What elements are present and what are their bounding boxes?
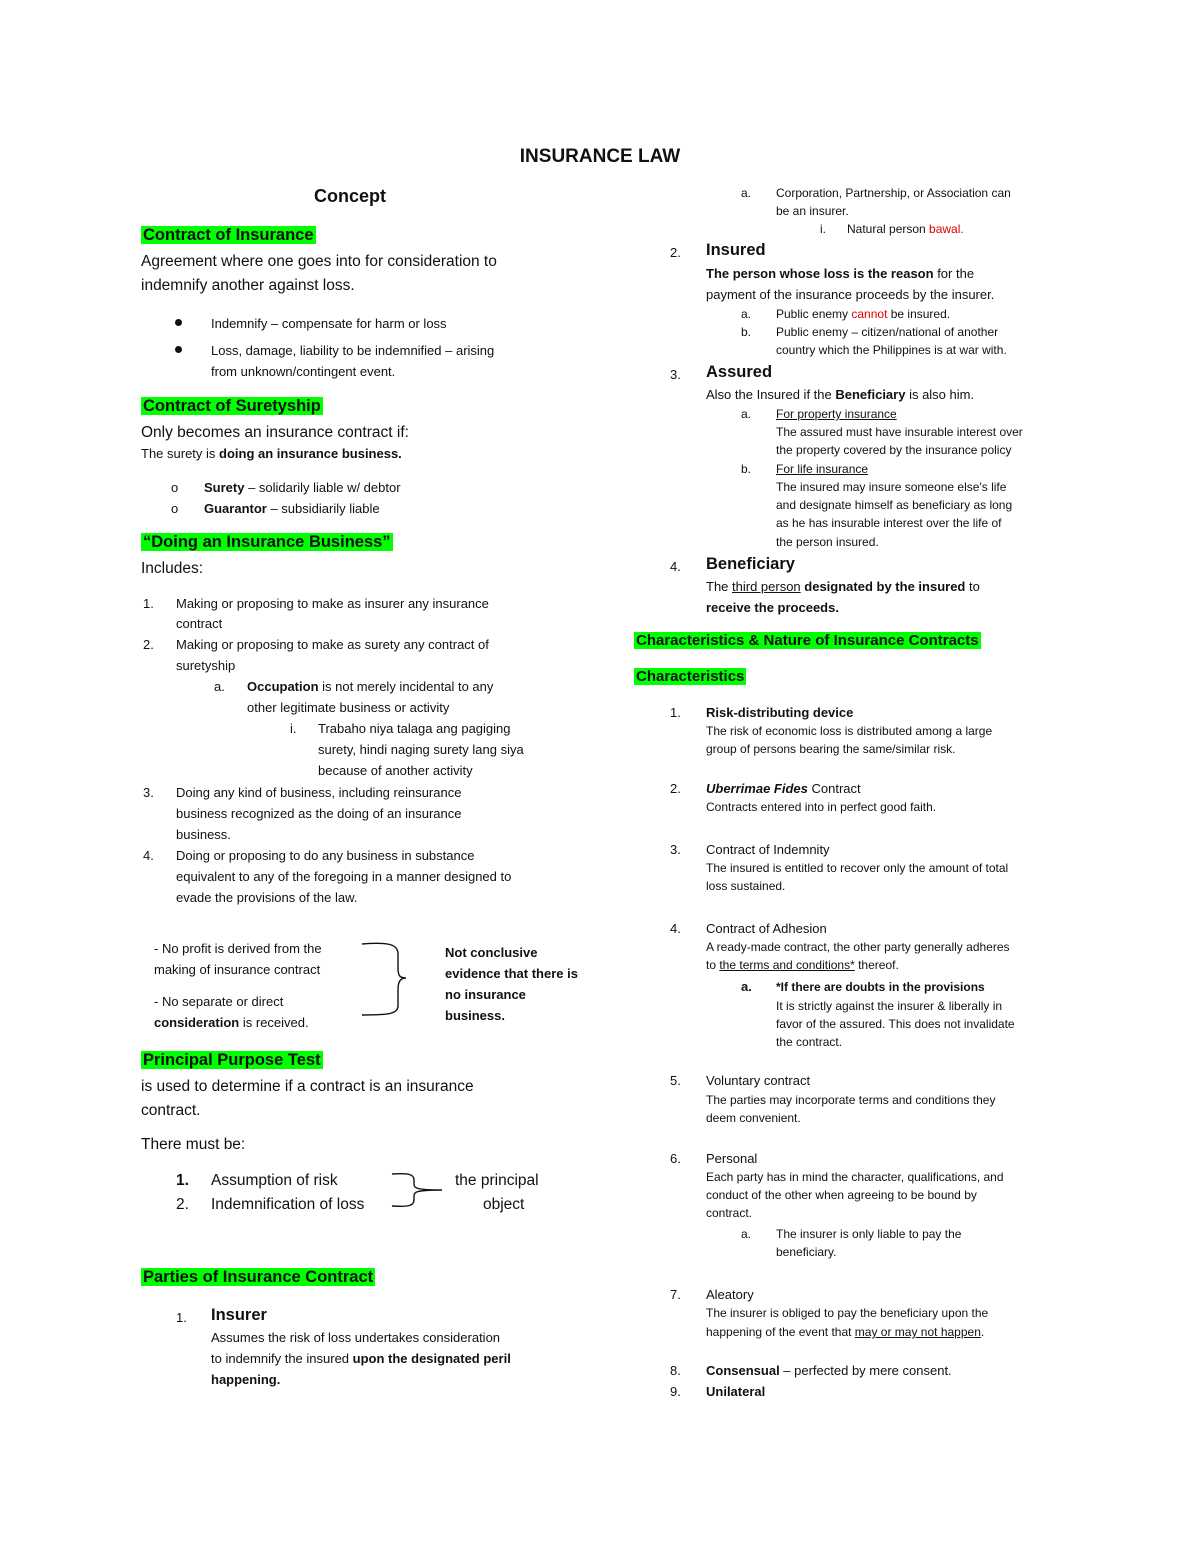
list-letter: a. (741, 1227, 752, 1241)
list-number: 8. (670, 1363, 681, 1378)
list-item-text: equivalent to any of the foregoing in a manner designed to (176, 869, 512, 884)
list-letter: b. (741, 462, 752, 476)
list-number: 4. (143, 848, 154, 863)
bullet-icon (175, 319, 182, 326)
characteristic-title: Contract of Indemnity (706, 842, 830, 857)
list-item-text: Trabaho niya talaga ang pagiging (318, 721, 511, 736)
includes-label: Includes: (141, 560, 204, 577)
characteristic-text: beneficiary. (776, 1245, 837, 1259)
insurer-description: Assumes the risk of loss undertakes consideration (211, 1330, 501, 1345)
list-item-text: Doing or proposing to do any business in substance (176, 848, 475, 863)
characteristic-text: deem convenient. (706, 1111, 801, 1125)
characteristic-text: The insurer is only liable to pay the (776, 1227, 962, 1241)
list-number: 5. (670, 1073, 681, 1088)
no-consideration-note: - No separate or direct (154, 994, 284, 1009)
list-item-text: suretyship (176, 658, 236, 673)
characteristic-text: A ready-made contract, the other party generally adheres (706, 940, 1010, 954)
characteristic-text: The parties may incorporate terms and conditions they (706, 1093, 996, 1107)
characteristic-title: Personal (706, 1151, 758, 1166)
list-item-text: evade the provisions of the law. (176, 890, 358, 905)
characteristic-text: favor of the assured. This does not invalidate (776, 1017, 1015, 1031)
list-number: 1. (176, 1310, 187, 1325)
list-roman: i. (820, 222, 826, 236)
list-item-text: contract (176, 616, 223, 631)
insurer-description: happening. (211, 1372, 281, 1387)
no-profit-note: - No profit is derived from the (154, 941, 322, 956)
suretyship-condition: Only becomes an insurance contract if: (141, 424, 409, 441)
list-number: 1. (670, 705, 681, 720)
characteristic-title: Risk-distributing device (706, 705, 854, 720)
not-conclusive-text: no insurance (445, 987, 526, 1002)
list-roman: i. (290, 721, 297, 736)
characteristic-text: the contract. (776, 1035, 843, 1049)
list-number: 2. (670, 781, 681, 796)
beneficiary-definition: The third person designated by the insured to (706, 579, 980, 594)
principal-object-text: the principal (455, 1172, 539, 1189)
list-number: 4. (670, 921, 681, 936)
principal-purpose-text: is used to determine if a contract is an insurance (141, 1078, 474, 1095)
list-item-text: surety, hindi naging surety lang siya (318, 742, 524, 757)
assured-definition: Also the Insured if the Beneficiary is also him. (706, 387, 975, 402)
characteristic-title: Voluntary contract (706, 1073, 811, 1088)
insurer-description: to indemnify the insured upon the designated peril (211, 1351, 511, 1366)
no-profit-note: making of insurance contract (154, 962, 321, 977)
life-insurance-text: and designate himself as beneficiary as long (776, 498, 1013, 512)
list-number: 3. (143, 785, 154, 800)
indemnification-of-loss: Indemnification of loss (211, 1196, 365, 1213)
section-heading-characteristics-nature: Characteristics & Nature of Insurance Contracts (636, 632, 979, 649)
list-letter: a. (214, 679, 225, 694)
characteristic-text: loss sustained. (706, 879, 786, 893)
there-must-be-label: There must be: (141, 1136, 246, 1153)
characteristic-title: Unilateral (706, 1384, 766, 1399)
characteristic-text: group of persons bearing the same/similar risk. (706, 742, 956, 756)
list-number: 1. (176, 1172, 189, 1189)
bullet-item: Loss, damage, liability to be indemnified – arising (211, 343, 495, 358)
insured-label: Insured (706, 241, 766, 259)
list-number: 4. (670, 559, 681, 574)
characteristic-title: Contract of Adhesion (706, 921, 827, 936)
insurer-label: Insurer (211, 1306, 267, 1324)
list-number: 2. (143, 637, 154, 652)
page-title: INSURANCE LAW (519, 146, 681, 167)
bullet-icon (175, 346, 182, 353)
bullet-item-continued: from unknown/contingent event. (211, 364, 396, 379)
list-number: 2. (670, 245, 681, 260)
list-item-text: other legitimate business or activity (247, 700, 450, 715)
public-enemy-rule: Public enemy cannot be insured. (776, 307, 951, 321)
list-item-text: Making or proposing to make as insurer any insurance (176, 596, 489, 611)
not-conclusive-text: business. (445, 1008, 505, 1023)
characteristic-text: It is strictly against the insurer & liberally in (776, 999, 1003, 1013)
insurance-definition-line-1: Agreement where one goes into for consideration to (141, 253, 497, 270)
curly-brace-icon (360, 938, 440, 1020)
section-heading-doing-business: “Doing an Insurance Business” (143, 533, 391, 551)
property-insurance-title: For property insurance (776, 407, 897, 421)
life-insurance-title: For life insurance (776, 462, 869, 476)
characteristic-text: conduct of the other when agreeing to be bound by (706, 1188, 977, 1202)
characteristic-text: The insurer is obliged to pay the beneficiary upon the (706, 1306, 989, 1320)
curly-brace-icon (390, 1170, 450, 1210)
list-item-text: Doing any kind of business, including reinsurance (176, 785, 462, 800)
characteristic-title: Consensual – perfected by mere consent. (706, 1363, 952, 1378)
list-number: 3. (670, 842, 681, 857)
list-marker: o (171, 501, 179, 516)
characteristic-text: contract. (706, 1206, 753, 1220)
characteristic-text: Contracts entered into in perfect good faith. (706, 800, 937, 814)
natural-person-text: Natural person bawal. (847, 222, 964, 236)
list-item-text: business. (176, 827, 231, 842)
section-heading-principal-purpose: Principal Purpose Test (143, 1051, 321, 1069)
list-item-text: because of another activity (318, 763, 473, 778)
principal-purpose-text: contract. (141, 1102, 201, 1119)
characteristic-text: to the terms and conditions* thereof. (706, 958, 899, 972)
characteristic-title: Aleatory (706, 1287, 754, 1302)
characteristic-title: Uberrimae Fides Contract (706, 781, 861, 796)
property-insurance-text: The assured must have insurable interest over (776, 425, 1023, 439)
list-item-text: Making or proposing to make as surety any contract of (176, 637, 489, 652)
list-letter: a. (741, 407, 752, 421)
list-item-text: business recognized as the doing of an insurance (176, 806, 462, 821)
list-letter: b. (741, 325, 752, 339)
life-insurance-text: as he has insurable interest over the life of (776, 516, 1002, 530)
list-marker: o (171, 480, 179, 495)
list-number: 1. (143, 596, 154, 611)
list-number: 3. (670, 367, 681, 382)
list-letter: a. (741, 979, 752, 994)
beneficiary-label: Beneficiary (706, 555, 795, 573)
characteristic-text: happening of the event that may or may not happen. (706, 1325, 985, 1339)
list-number: 2. (176, 1196, 189, 1213)
characteristic-text: The insured is entitled to recover only the amount of total (706, 861, 1009, 875)
characteristic-text: Each party has in mind the character, qualifications, and (706, 1170, 1004, 1184)
corp-insurer-text: be an insurer. (776, 204, 849, 218)
assumption-of-risk: Assumption of risk (211, 1172, 338, 1189)
property-insurance-text: the property covered by the insurance policy (776, 443, 1012, 457)
corp-insurer-text: Corporation, Partnership, or Association can (776, 186, 1011, 200)
assured-label: Assured (706, 363, 773, 381)
section-heading-contract-of-insurance: Contract of Insurance (143, 226, 314, 244)
list-letter: a. (741, 186, 752, 200)
section-heading-parties: Parties of Insurance Contract (143, 1268, 374, 1286)
public-enemy-definition: Public enemy – citizen/national of another (776, 325, 999, 339)
no-consideration-note: consideration is received. (154, 1015, 309, 1030)
beneficiary-definition: receive the proceeds. (706, 600, 839, 615)
list-letter: a. (741, 307, 752, 321)
life-insurance-text: the person insured. (776, 535, 879, 549)
principal-object-text: object (483, 1196, 525, 1213)
insurance-definition-line-2: indemnify another against loss. (141, 277, 355, 294)
list-number: 7. (670, 1287, 681, 1302)
insured-definition: The person whose loss is the reason for the (706, 266, 975, 281)
guarantor-item: Guarantor – subsidiarily liable (204, 501, 380, 516)
list-item-text: Occupation is not merely incidental to any (247, 679, 494, 694)
insured-definition: payment of the insurance proceeds by the insurer. (706, 287, 995, 302)
not-conclusive-text: Not conclusive (445, 945, 538, 960)
life-insurance-text: The insured may insure someone else's life (776, 480, 1007, 494)
section-heading-characteristics: Characteristics (636, 668, 745, 685)
not-conclusive-text: evidence that there is (445, 966, 578, 981)
characteristic-text: The risk of economic loss is distributed among a large (706, 724, 993, 738)
bullet-item: Indemnify – compensate for harm or loss (211, 316, 447, 331)
list-number: 9. (670, 1384, 681, 1399)
characteristic-subtitle: *If there are doubts in the provisions (776, 980, 985, 994)
public-enemy-definition: country which the Philippines is at war with. (776, 343, 1007, 357)
surety-item: Surety – solidarily liable w/ debtor (204, 480, 401, 495)
concept-heading: Concept (314, 186, 386, 206)
list-number: 6. (670, 1151, 681, 1166)
section-heading-suretyship: Contract of Suretyship (143, 397, 321, 415)
suretyship-condition-detail: The surety is doing an insurance business. (141, 446, 402, 461)
